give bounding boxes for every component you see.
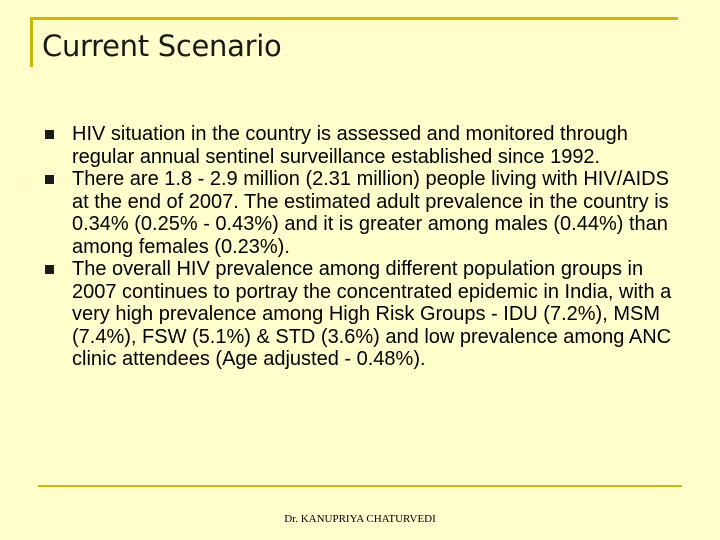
- bullet-item: [45, 258, 685, 371]
- bullet-item: [45, 168, 685, 258]
- footer-rule: [38, 485, 682, 487]
- square-bullet-icon: [45, 265, 54, 274]
- slide-title: Current Scenario: [42, 29, 282, 63]
- bullet-item: [45, 123, 685, 168]
- bullet-text: The overall HIV prevalence among different population groups in 2007 continues to portray the concentrated epidemic in India, with a very high prevalence among High Risk Groups - IDU (7.2%), MSM (7.4%), FSW (5.1%) & STD (3.6%) and low prevalence among ANC clinic attendees (Age adjusted - 0.48%).: [72, 258, 672, 370]
- title-left-rule: [30, 17, 33, 67]
- bullet-list: [45, 123, 685, 371]
- bullet-text: There are 1.8 - 2.9 million (2.31 million) people living with HIV/AIDS at the end of 2007. The estimated adult prevalence in the country is 0.34% (0.25% - 0.43%) and it is greater among males (0.44%) than among females (0.23%).: [72, 168, 669, 258]
- square-bullet-icon: [45, 175, 54, 184]
- footer-author: Dr. KANUPRIYA CHATURVEDI: [284, 513, 436, 525]
- square-bullet-icon: [45, 130, 54, 139]
- bullet-text: HIV situation in the country is assessed and monitored through regular annual sentinel surveillance established since 1992.: [72, 123, 628, 168]
- title-top-rule: [30, 17, 678, 20]
